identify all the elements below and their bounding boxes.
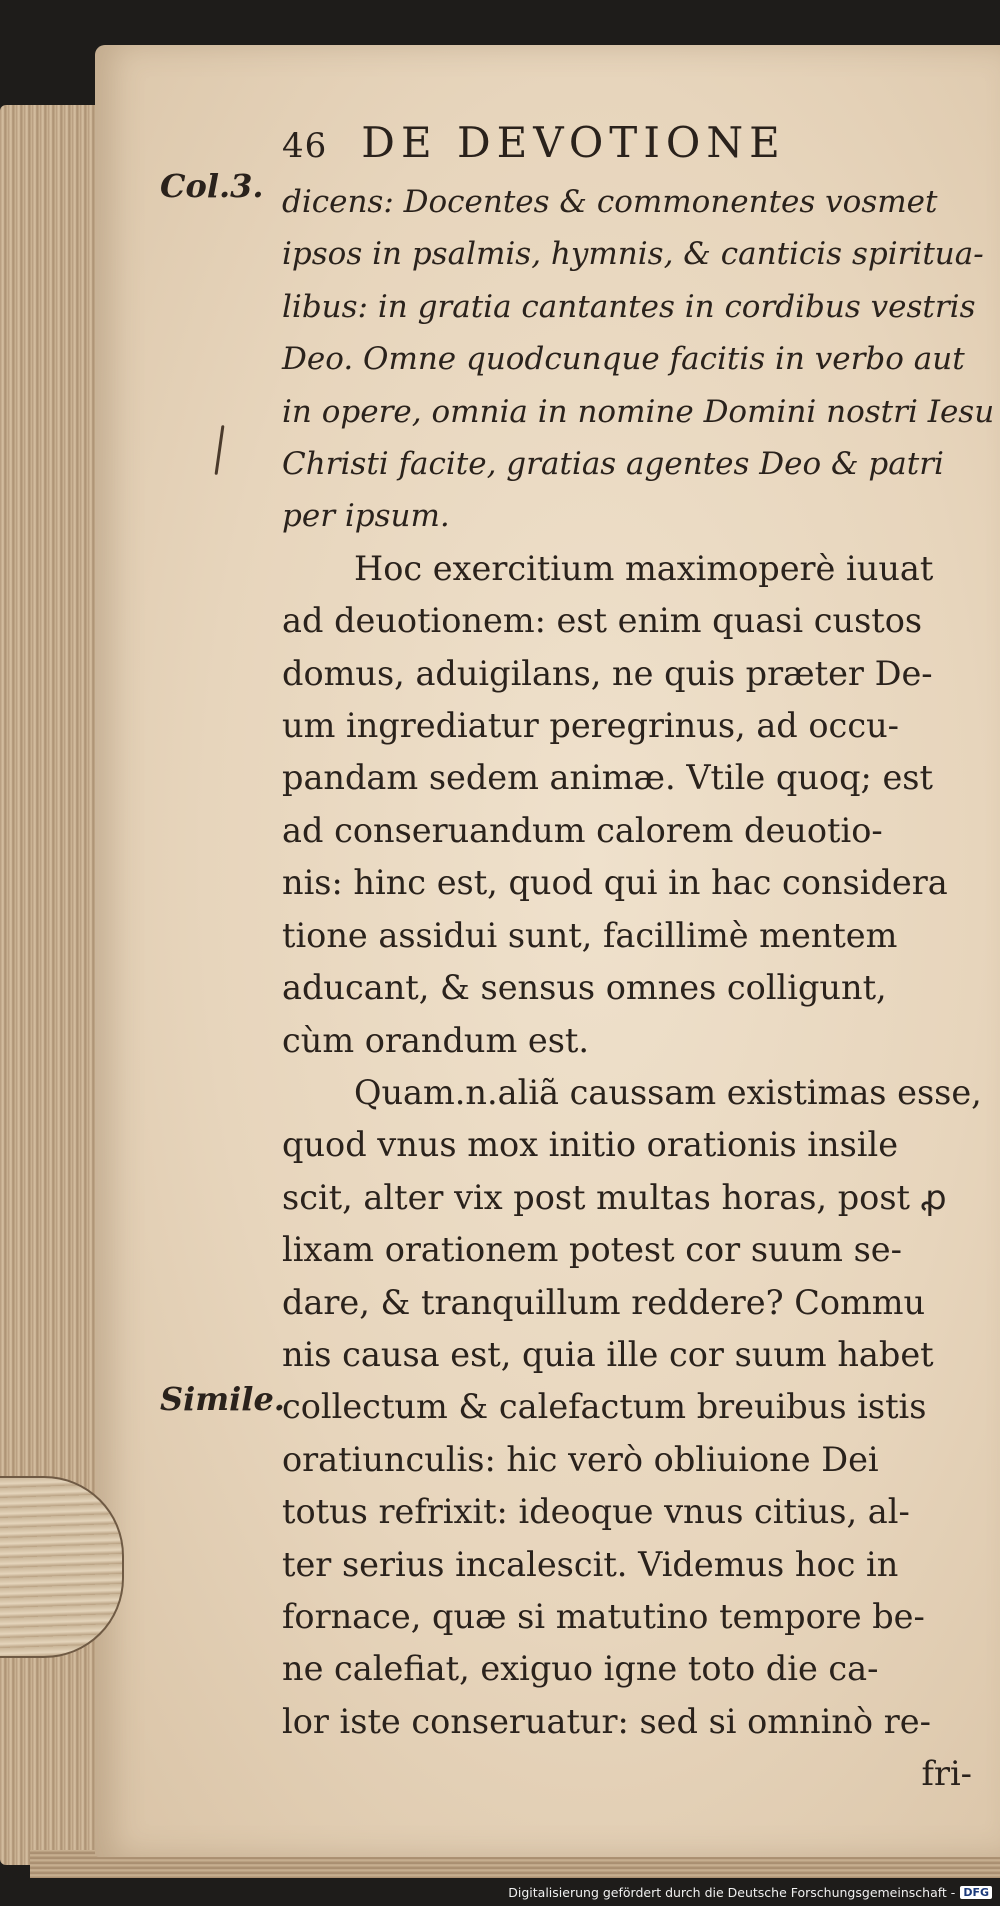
running-head — [282, 118, 972, 176]
text-block — [282, 118, 995, 1801]
text-line: um ingrediatur peregrinus, ad occu- — [282, 706, 899, 746]
text-line: aducant, & sensus omnes colligunt, — [282, 968, 887, 1008]
text-line: libus: in gratia cantantes in cordibus vestris — [282, 288, 976, 325]
text-line: ad deuotionem: est enim quasi custos — [282, 601, 923, 641]
text-line: per ipsum. — [282, 498, 450, 535]
margin-note-simile: Simile. — [160, 1380, 285, 1418]
text-line: Quam.n.aliã caussam existimas esse, — [354, 1072, 982, 1112]
text-line: nis: hinc est, quod qui in hac considera — [282, 863, 948, 903]
text-line: lor iste conseruatur: sed si omninò re- — [282, 1701, 931, 1741]
text-line: nis causa est, quia ille cor suum habet — [282, 1334, 934, 1374]
text-line: cùm orandum est. — [282, 1020, 590, 1060]
text-line: Deo. Omne quodcunque facitis in verbo aut — [282, 341, 965, 378]
text-line: ter serius incalescit. Videmus hoc in — [282, 1544, 899, 1584]
text-line: pandam sedem animæ. Vtile quoq; est — [282, 758, 933, 798]
text-line: domus, aduigilans, ne quis præter De- — [282, 653, 933, 693]
text-line: ad conseruandum calorem deuotio- — [282, 810, 883, 850]
text-line: tione assidui sunt, facillimè mentem — [282, 915, 898, 955]
header-title: DE DEVOTIONE — [361, 118, 786, 167]
margin-note-col: Col.3. — [160, 167, 264, 205]
credit-text: Digitalisierung gefördert durch die Deutsche Forschungsgemeinschaft - — [508, 1885, 956, 1900]
scripture-quote — [282, 176, 995, 543]
text-line: dare, & tranquillum reddere? Commu — [282, 1282, 926, 1322]
text-line: totus refrixit: ideoque vnus citius, al- — [282, 1492, 910, 1532]
text-line: ipsos in psalmis, hymnis, & canticis spiritua- — [282, 236, 984, 273]
text-line: scit, alter vix post multas horas, post ꝓ — [282, 1177, 947, 1217]
paragraph-2 — [282, 1067, 982, 1801]
digitization-credit — [508, 1885, 992, 1900]
text-line: Christi facite, gratias agentes Deo & patri — [282, 446, 944, 483]
text-line: ne calefiat, exiguo igne toto die ca- — [282, 1649, 879, 1689]
text-line: oratiunculis: hic verò obliuione Dei — [282, 1439, 879, 1479]
text-line: lixam orationem potest cor suum se- — [282, 1230, 902, 1270]
text-line: dicens: Docentes & commonentes vosmet — [282, 184, 938, 220]
page-number: 46 — [282, 126, 328, 166]
text-line: Hoc exercitium maximoperè iuuat — [354, 548, 934, 588]
text-line: collectum & calefactum breuibus istis — [282, 1387, 927, 1427]
text-line: in opere, omnia in nomine Domini nostri Iesu — [282, 393, 995, 430]
catchword: fri- — [921, 1754, 972, 1794]
text-line: fornace, quæ si matutino tempore be- — [282, 1596, 925, 1636]
text-line: quod vnus mox initio orationis insile — [282, 1125, 899, 1165]
paragraph-1 — [282, 543, 972, 1067]
dfg-logo: DFG — [960, 1886, 992, 1899]
